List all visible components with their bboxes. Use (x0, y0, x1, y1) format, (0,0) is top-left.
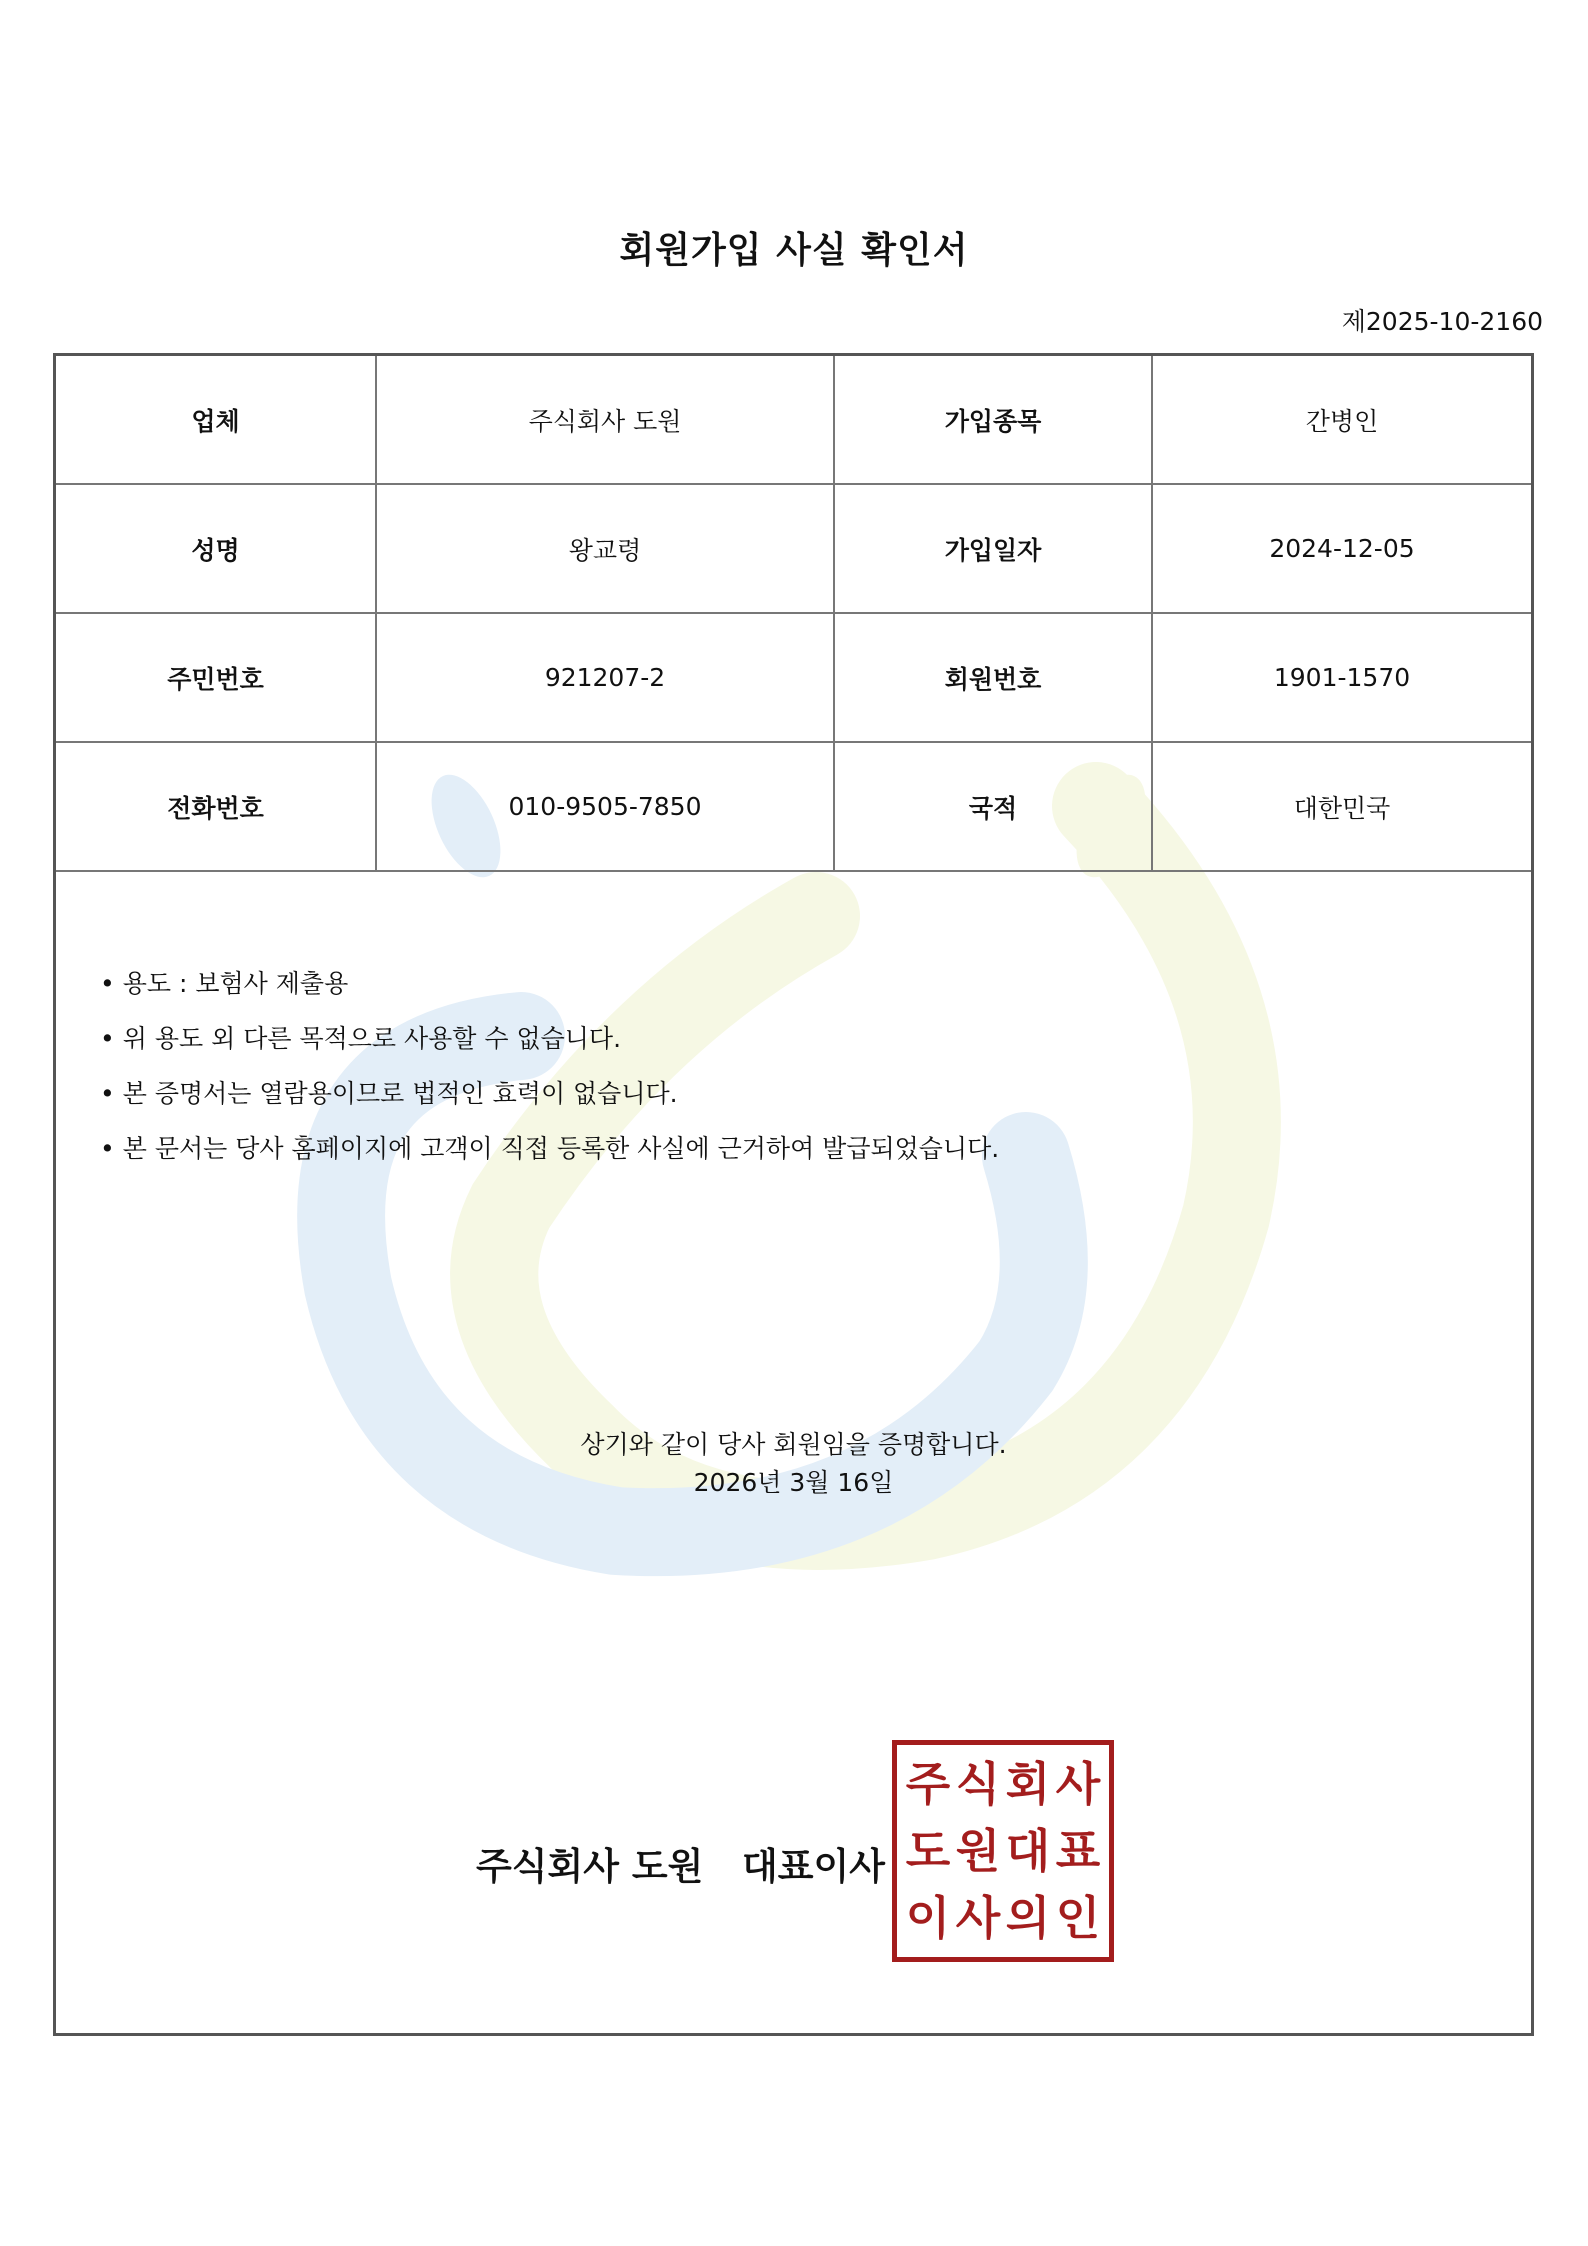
notes-list (100, 956, 999, 1176)
seal-character: 이 (905, 1890, 951, 1945)
document-number: 제2025-10-2160 (1341, 307, 1543, 336)
member-info-table (56, 356, 1531, 872)
list-item: • 위 용도 외 다른 목적으로 사용할 수 없습니다. (100, 1011, 999, 1066)
company-seal-stamp (892, 1740, 1114, 1962)
certification-block (56, 1426, 1531, 1502)
table-row (56, 613, 1531, 742)
seal-character: 인 (1055, 1890, 1101, 1945)
company-value: 주식회사 도원 (376, 356, 834, 484)
seal-character: 사 (955, 1890, 1001, 1945)
certification-statement: 상기와 같이 당사 회원임을 증명합니다. (580, 1430, 1007, 1459)
nationality-label: 국적 (834, 742, 1152, 871)
member-number-label: 회원번호 (834, 613, 1152, 742)
table-row (56, 356, 1531, 484)
resident-number-value: 921207-2 (376, 613, 834, 742)
phone-label: 전화번호 (56, 742, 376, 871)
list-item: • 본 증명서는 열람용이므로 법적인 효력이 없습니다. (100, 1066, 999, 1121)
certificate-frame (53, 353, 1534, 2036)
seal-character: 의 (1005, 1890, 1051, 1945)
seal-character: 회 (1005, 1757, 1051, 1812)
membership-type-value: 간병인 (1152, 356, 1531, 484)
nationality-value: 대한민국 (1152, 742, 1531, 871)
join-date-label: 가입일자 (834, 484, 1152, 613)
table-row (56, 484, 1531, 613)
membership-type-label: 가입종목 (834, 356, 1152, 484)
list-item: • 용도 : 보험사 제출용 (100, 956, 999, 1011)
seal-character: 대 (1005, 1823, 1051, 1878)
company-label: 업체 (56, 356, 376, 484)
seal-character: 주 (905, 1757, 951, 1812)
name-value: 왕교령 (376, 484, 834, 613)
seal-character: 식 (955, 1757, 1001, 1812)
member-number-value: 1901-1570 (1152, 613, 1531, 742)
seal-character: 원 (955, 1823, 1001, 1878)
list-item: • 본 문서는 당사 홈페이지에 고객이 직접 등록한 사실에 근거하여 발급되었습니다. (100, 1121, 999, 1176)
seal-character: 도 (905, 1823, 951, 1878)
seal-character: 사 (1055, 1757, 1101, 1812)
seal-character: 표 (1055, 1823, 1101, 1878)
phone-value: 010-9505-7850 (376, 742, 834, 871)
join-date-value: 2024-12-05 (1152, 484, 1531, 613)
document-title: 회원가입 사실 확인서 (619, 230, 969, 271)
issue-date: 2026년 3월 16일 (693, 1468, 894, 1497)
signature-line (476, 1836, 885, 1890)
signature-role: 대표이사 (742, 1845, 885, 1888)
resident-number-label: 주민번호 (56, 613, 376, 742)
name-label: 성명 (56, 484, 376, 613)
table-row (56, 742, 1531, 871)
signature-company: 주식회사 도원 (476, 1845, 704, 1888)
